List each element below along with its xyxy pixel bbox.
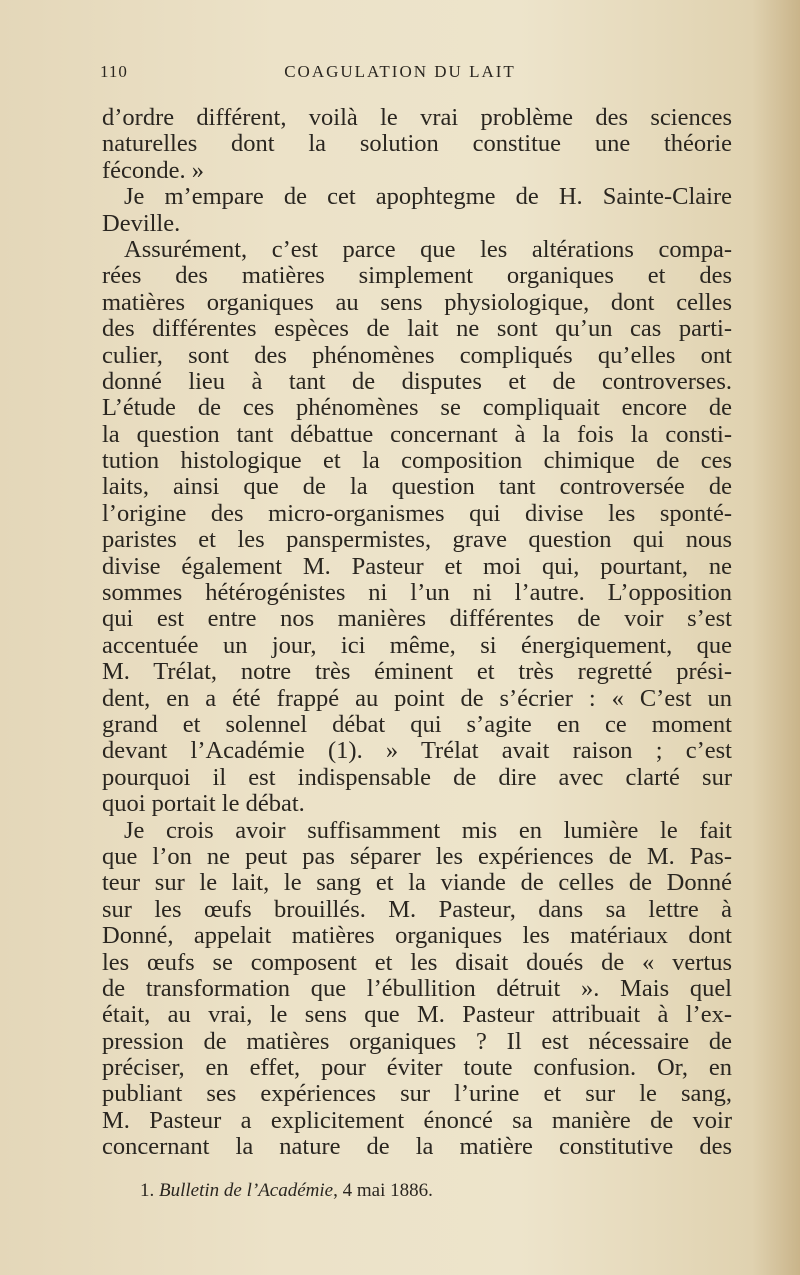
text-line: les œufs se composent et les disait doués de « vertus [102,948,732,976]
footnote-title: Bulletin de l’Académie [159,1180,334,1201]
text-line: était, au vrai, le sens que M. Pasteur attribuait à l’ex- [102,1001,732,1029]
text-line: pourquoi il est indispensable de dire avec clarté sur [102,763,732,791]
text-line: M. Pasteur a explicitement énoncé sa manière de voir [102,1106,732,1134]
text-line: M. Trélat, notre très éminent et très regretté prési- [102,658,732,686]
text-line: la question tant débattue concernant à la fois la consti- [102,420,732,448]
text-line: culier, sont des phénomènes compliqués qu’elles ont [102,341,732,369]
running-head: COAGULATION DU LAIT [284,62,516,81]
text-line: grand et solennel débat qui s’agite en ce moment [102,710,732,738]
text-line: de transformation que l’ébullition détruit ». Mais quel [102,974,732,1002]
page-number: 110 [100,62,128,81]
text-line: devant l’Académie (1). » Trélat avait raison ; c’est [102,737,732,765]
text-line: L’étude de ces phénomènes se compliquait encore de [102,394,732,422]
text-line: concernant la nature de la matière constitutive des [102,1133,732,1161]
footnote-rest: , 4 mai 1886. [333,1180,433,1201]
text-line: sur les œufs brouillés. M. Pasteur, dans sa lettre à [102,895,732,923]
text-line: teur sur le lait, le sang et la viande de celles de Donné [102,869,732,897]
text-line: accentuée un jour, ici même, si énergiquement, que [102,631,732,659]
text-line: préciser, en effet, pour éviter toute confusion. Or, en [102,1054,732,1082]
text-line: publiant ses expériences sur l’urine et sur le sang, [102,1080,732,1108]
text-line: Je m’empare de cet apophtegme de H. Sainte-Claire [124,183,732,211]
text-line: Donné, appelait matières organiques les matériaux dont [102,922,732,950]
text-line: laits, ainsi que de la question tant controversée de [102,473,732,501]
text-line: pression de matières organiques ? Il est nécessaire de [102,1027,732,1055]
text-line: qui est entre nos manières différentes de voir s’est [102,605,732,633]
page-header [100,62,740,88]
footnote-number: 1. [140,1180,155,1201]
text-line: féconde. » [102,156,205,184]
text-line: dent, en a été frappé au point de s’écrier : « C’est un [102,684,732,712]
text-line: quoi portait le débat. [102,790,305,818]
text-line: des différentes espèces de lait ne sont qu’un cas parti- [102,315,732,343]
text-line: naturelles dont la solution constitue une théorie [102,130,732,158]
text-line: rées des matières simplement organiques et des [102,262,732,290]
text-line: que l’on ne peut pas séparer les expériences de M. Pas- [102,842,732,870]
body-text [102,105,732,1161]
text-line: tution histologique et la composition chimique de ces [102,447,732,475]
text-line: Deville. [102,209,181,237]
footnote [140,1180,433,1202]
text-line: l’origine des micro-organismes qui divise les sponté- [102,499,732,527]
text-line: sommes hétérogénistes ni l’un ni l’autre. L’opposition [102,579,732,607]
text-line: Assurément, c’est parce que les altérations compa- [124,235,732,263]
text-line: donné lieu à tant de disputes et de controverses. [102,367,732,395]
text-line: d’ordre différent, voilà le vrai problème des sciences [102,104,732,131]
text-line: Je crois avoir suffisamment mis en lumière le fait [124,816,732,844]
text-line: divise également M. Pasteur et moi qui, pourtant, ne [102,552,732,580]
text-line: paristes et les panspermistes, grave question qui nous [102,526,732,554]
text-line: matières organiques au sens physiologique, dont celles [102,288,732,316]
